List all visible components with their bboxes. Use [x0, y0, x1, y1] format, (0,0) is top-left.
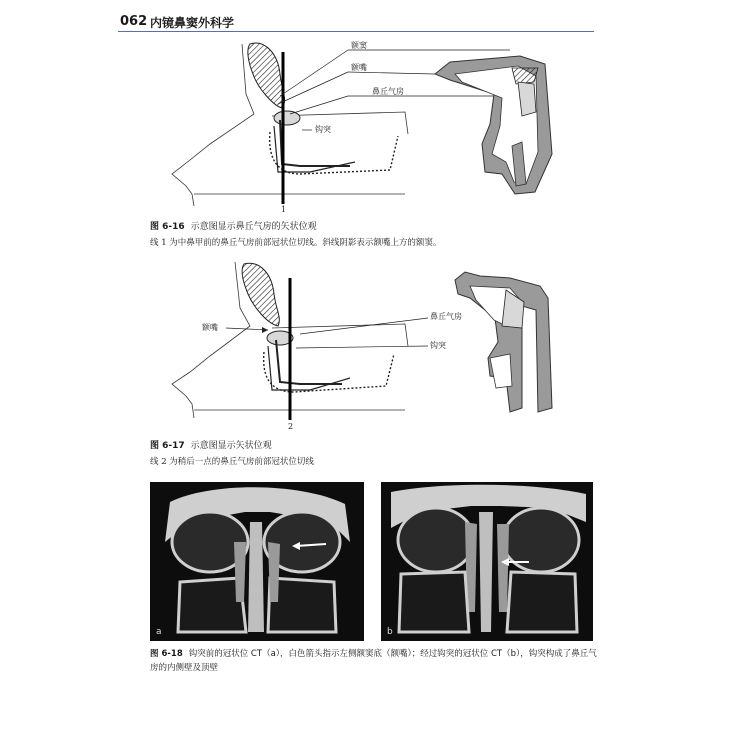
panel-b-label: b [387, 627, 393, 637]
fig17-caption-title [150, 438, 272, 451]
fig17-label-uncinate: 钩突 [430, 341, 446, 350]
fig16-label-frontal-sinus: 额窦 [351, 41, 367, 50]
fig17-label-frontal-beak: 额嘴 [202, 323, 218, 332]
book-title: 内镜鼻窦外科学 [150, 16, 235, 30]
ct-image-b [381, 482, 593, 641]
fig18-caption [150, 647, 600, 675]
page-number: 062 [120, 14, 148, 29]
fig17-frontal-sinus [242, 263, 279, 326]
panel-a-label: a [156, 627, 162, 637]
fig18-caption-text: 钩突前的冠状位 CT（a），白色箭头指示左侧额窦底（额嘴）；经过钩突的冠状位 CT（b），钩突构成了鼻丘气房的内侧壁及顶壁 [150, 649, 597, 673]
fig16-label-frontal-beak: 额嘴 [351, 63, 367, 72]
fig18-number: 图 6-18 [150, 649, 183, 659]
fig16-skull-outline [172, 44, 254, 206]
fig16-caption-text: 线 1 为中鼻甲前的鼻丘气房前部冠状位切线。斜线阴影表示额嘴上方的额窦。 [150, 238, 442, 248]
fig16-line-number: 1 [281, 205, 287, 214]
fig17-skull-outline [172, 262, 250, 418]
ct-image-a [150, 482, 364, 641]
fig17-title: 示意图显示矢状位观 [190, 441, 272, 451]
ct-panel-b [381, 482, 593, 641]
fig17-uncinate [276, 340, 342, 384]
fig17-coronal-inset [455, 272, 552, 412]
fig17-label-agger-nasi: 鼻丘气房 [430, 312, 462, 321]
fig17-caption-text: 线 2 为稍后一点的鼻丘气房前部冠状位切线 [150, 457, 314, 467]
fig16-number: 图 6-16 [150, 222, 185, 232]
fig17-line-number: 2 [288, 422, 294, 431]
fig16-diagram [150, 34, 590, 214]
fig16-caption-title [150, 219, 317, 232]
fig16-frontal-sinus [248, 43, 285, 108]
fig16-label-uncinate: 钩突 [315, 125, 331, 134]
fig17-number: 图 6-17 [150, 441, 185, 451]
fig17-diagram [150, 258, 590, 433]
fig16-coronal-inset [435, 56, 552, 194]
header-rule [118, 31, 594, 32]
fig16-title: 示意图显示鼻丘气房的矢状位观 [190, 222, 317, 232]
ct-panel-a [150, 482, 364, 641]
fig16-agger-nasi-cell [274, 111, 300, 125]
fig16-label-agger-nasi: 鼻丘气房 [372, 87, 404, 96]
